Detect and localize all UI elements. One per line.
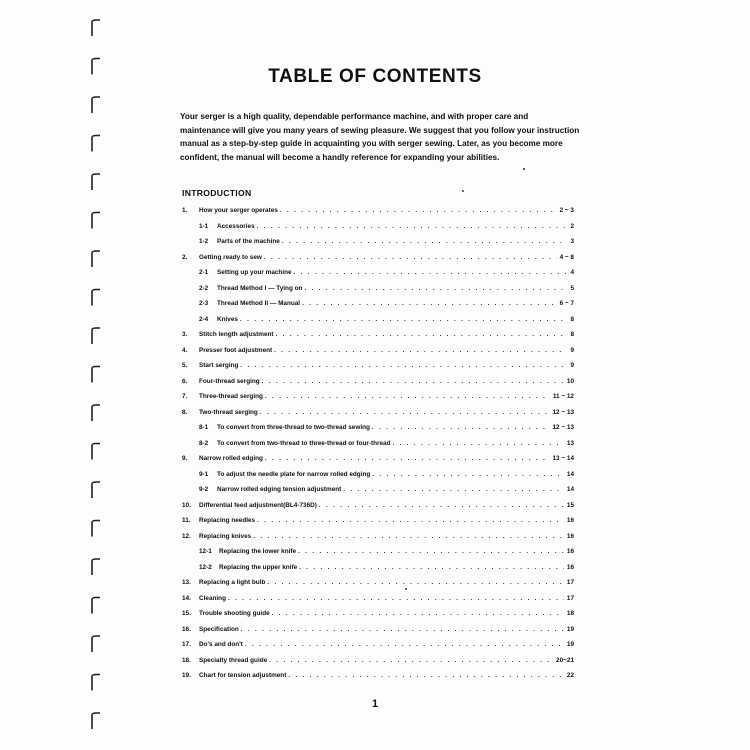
page-number: 1 — [371, 698, 379, 710]
print-speck — [523, 168, 525, 170]
toc-entry-page: 8 — [570, 315, 574, 323]
toc-entry — [182, 347, 574, 363]
toc-entry — [182, 238, 574, 254]
toc-entry-number: 1-2 — [199, 238, 209, 245]
toc-dot-leader — [253, 534, 564, 540]
toc-dot-leader — [304, 286, 567, 292]
toc-entry-page: 8 — [570, 331, 574, 338]
toc-entry-page: 9 — [570, 362, 574, 369]
toc-dot-leader — [241, 627, 564, 633]
toc-entry-page: 22 — [566, 672, 574, 679]
toc-entry-number: 9-2 — [199, 486, 209, 493]
toc-dot-leader — [393, 441, 564, 447]
toc-entry-number: 14. — [182, 594, 191, 602]
toc-entry — [182, 269, 574, 285]
toc-entry-label: To adjust the needle plate for narrow rolled edging — [217, 470, 371, 478]
toc-entry-page: 14 — [566, 486, 574, 493]
toc-dot-leader — [240, 317, 567, 323]
toc-entry-page: 13 — [566, 439, 574, 447]
binding-hole — [92, 136, 100, 152]
toc-dot-leader — [265, 456, 550, 462]
toc-entry-page: 19 — [566, 641, 574, 648]
binding-hole — [92, 405, 100, 421]
toc-entry-label: Presser foot adjustment — [199, 346, 273, 354]
toc-dot-leader — [372, 425, 550, 431]
toc-entry-number: 2-3 — [199, 300, 209, 307]
toc-entry-page: 6 ~ 7 — [559, 300, 574, 307]
toc-entry-label: Setting up your machine — [217, 269, 292, 276]
toc-entry — [182, 672, 574, 688]
binding-hole — [92, 97, 100, 113]
binding-hole — [92, 20, 100, 36]
toc-entry-label: Chart for tension adjustment — [199, 672, 287, 679]
toc-entry-label: Accessories — [217, 222, 255, 230]
print-speck — [405, 588, 407, 590]
toc-entry-number: 6. — [182, 377, 188, 385]
table-of-contents-list — [182, 207, 574, 688]
toc-entry — [182, 207, 574, 223]
toc-dot-leader — [294, 270, 568, 276]
toc-entry-label: Specification — [199, 625, 239, 633]
toc-entry-label: Narrow rolled edging tension adjustment — [217, 486, 342, 493]
toc-entry-page: 16 — [566, 548, 574, 555]
toc-entry-number: 19. — [182, 672, 191, 679]
toc-entry-number: 13. — [182, 579, 191, 586]
toc-entry-page: 10 — [566, 377, 574, 385]
toc-entry-label: Thread Method I — Tying on — [217, 284, 303, 292]
toc-entry-label: Cleaning — [199, 594, 226, 602]
toc-entry-label: Differential feed adjustment(BL4-736D) — [199, 501, 317, 509]
toc-entry-number: 16. — [182, 625, 191, 633]
toc-entry-label: How your serger operates — [199, 207, 278, 214]
toc-entry-number: 12-1 — [199, 548, 212, 555]
binding-hole — [92, 213, 100, 229]
toc-entry-label: Knives — [217, 315, 238, 323]
toc-entry-number: 5. — [182, 362, 188, 369]
toc-entry-label: Thread Method II — Manual — [217, 300, 301, 307]
binding-hole — [92, 174, 100, 190]
toc-entry-label: Do's and don't — [199, 641, 243, 648]
toc-entry-label: Two-thread serging — [199, 408, 258, 416]
toc-entry-number: 17. — [182, 641, 191, 648]
toc-entry-label: Stitch length adjustment — [199, 331, 274, 338]
spiral-binding-holes — [88, 0, 108, 750]
toc-entry-number: 2-2 — [199, 284, 209, 292]
toc-dot-leader — [240, 363, 567, 369]
toc-entry-number: 9. — [182, 455, 188, 462]
print-speck — [462, 190, 464, 192]
toc-entry-page: 12 ~ 13 — [552, 408, 574, 416]
toc-dot-leader — [262, 379, 564, 385]
toc-entry-page: 5 — [570, 284, 574, 292]
toc-entry-number: 15. — [182, 610, 191, 617]
toc-entry-number: 18. — [182, 656, 191, 664]
toc-dot-leader — [267, 580, 563, 586]
toc-entry-label: To convert from three-thread to two-thread sewing — [217, 424, 370, 431]
toc-entry-label: Parts of the machine — [217, 238, 280, 245]
toc-entry-page: 17 — [566, 594, 574, 602]
toc-entry — [182, 424, 574, 440]
toc-entry — [182, 254, 574, 270]
toc-dot-leader — [257, 518, 564, 524]
toc-dot-leader — [298, 549, 564, 555]
toc-entry-label: To convert from two-thread to three-thread or four-thread — [217, 439, 391, 447]
toc-entry-number: 2-1 — [199, 269, 209, 276]
toc-entry-number: 12-2 — [199, 563, 212, 571]
intro-paragraph: Your serger is a high quality, dependable performance machine, and with proper care and maintenance will give you many years of sewing pleasure. We suggest that you follow your instruction manual as a step-by-step guide in acquainting you with serger sewing. Later, as you become more confident, the manual will become a handly reference for expanding your abilities. — [180, 112, 580, 162]
toc-entry-label: Three-thread serging — [199, 393, 263, 400]
toc-dot-leader — [280, 208, 557, 214]
toc-entry — [182, 378, 574, 394]
toc-dot-leader — [257, 224, 568, 230]
binding-hole — [92, 521, 100, 537]
toc-entry-number: 11. — [182, 517, 191, 524]
toc-entry-page: 13 ~ 14 — [552, 455, 574, 462]
toc-entry-label: Four-thread serging — [199, 377, 260, 385]
toc-entry-number: 2. — [182, 253, 188, 261]
binding-hole — [92, 559, 100, 575]
toc-entry-page: 16 — [566, 532, 574, 540]
toc-entry-page: 16 — [566, 563, 574, 571]
toc-entry — [182, 362, 574, 378]
toc-entry — [182, 223, 574, 239]
toc-entry-page: 16 — [566, 517, 574, 524]
toc-entry — [182, 626, 574, 642]
toc-entry-number: 2-4 — [199, 315, 209, 323]
toc-entry — [182, 610, 574, 626]
toc-dot-leader — [276, 332, 568, 338]
toc-entry-label: Replacing the lower knife — [219, 548, 297, 555]
binding-hole — [92, 367, 100, 383]
toc-entry — [182, 285, 574, 301]
toc-entry-number: 4. — [182, 346, 188, 354]
toc-entry-number: 3. — [182, 331, 188, 338]
toc-entry-page: 14 — [566, 470, 574, 478]
toc-entry-page: 17 — [566, 579, 574, 586]
toc-entry — [182, 517, 574, 533]
toc-entry-page: 4 — [570, 269, 574, 276]
toc-dot-leader — [302, 301, 557, 307]
toc-dot-leader — [288, 673, 564, 679]
toc-entry-number: 8-2 — [199, 439, 209, 447]
toc-dot-leader — [260, 410, 550, 416]
toc-entry — [182, 486, 574, 502]
page-title: TABLE OF CONTENTS — [268, 66, 482, 87]
toc-dot-leader — [372, 472, 564, 478]
toc-dot-leader — [299, 565, 564, 571]
binding-hole — [92, 598, 100, 614]
binding-hole — [92, 636, 100, 652]
binding-hole — [92, 482, 100, 498]
toc-entry — [182, 548, 574, 564]
toc-dot-leader — [272, 611, 564, 617]
toc-entry-page: 3 — [570, 238, 574, 245]
binding-hole — [92, 290, 100, 306]
toc-entry — [182, 564, 574, 580]
toc-entry — [182, 393, 574, 409]
toc-entry-page: 18 — [566, 610, 574, 617]
toc-entry — [182, 533, 574, 549]
toc-entry — [182, 316, 574, 332]
toc-entry-page: 20~21 — [556, 656, 574, 664]
toc-entry-label: Replacing knives — [199, 532, 252, 540]
toc-entry — [182, 502, 574, 518]
binding-hole — [92, 328, 100, 344]
toc-entry-number: 8-1 — [199, 424, 209, 431]
toc-dot-leader — [269, 658, 553, 664]
toc-entry-number: 1. — [182, 207, 188, 214]
toc-entry-number: 1-1 — [199, 222, 209, 230]
binding-hole — [92, 675, 100, 691]
binding-hole — [92, 251, 100, 267]
toc-entry-label: Narrow rolled edging — [199, 455, 263, 462]
toc-entry-label: Specialty thread guide — [199, 656, 268, 664]
toc-entry-number: 8. — [182, 408, 188, 416]
toc-entry-page: 2 ~ 3 — [559, 207, 574, 214]
toc-entry-number: 10. — [182, 501, 191, 509]
toc-entry — [182, 579, 574, 595]
toc-dot-leader — [343, 487, 564, 493]
toc-dot-leader — [319, 503, 564, 509]
toc-entry — [182, 641, 574, 657]
toc-dot-leader — [228, 596, 564, 602]
toc-dot-leader — [264, 255, 557, 261]
toc-entry-page: 15 — [566, 501, 574, 509]
toc-entry-label: Replacing the upper knife — [219, 563, 298, 571]
toc-entry — [182, 440, 574, 456]
toc-entry — [182, 471, 574, 487]
toc-entry-page: 12 ~ 13 — [552, 424, 574, 431]
toc-entry-number: 9-1 — [199, 470, 209, 478]
toc-entry-label: Getting ready to sew — [199, 253, 262, 261]
toc-entry-number: 12. — [182, 532, 191, 540]
toc-dot-leader — [274, 348, 567, 354]
toc-entry-page: 9 — [570, 346, 574, 354]
toc-entry — [182, 409, 574, 425]
toc-entry — [182, 657, 574, 673]
binding-hole — [92, 713, 100, 729]
toc-entry-label: Trouble shooting guide — [199, 610, 270, 617]
toc-entry — [182, 331, 574, 347]
binding-hole — [92, 444, 100, 460]
toc-dot-leader — [282, 239, 568, 245]
toc-entry-page: 11 ~ 12 — [552, 393, 574, 400]
toc-entry-label: Replacing needles — [199, 517, 256, 524]
toc-entry-page: 4 ~ 8 — [559, 253, 574, 261]
toc-dot-leader — [245, 642, 564, 648]
toc-entry-label: Start serging — [199, 362, 239, 369]
toc-entry — [182, 595, 574, 611]
toc-entry — [182, 455, 574, 471]
toc-entry — [182, 300, 574, 316]
toc-entry-number: 7. — [182, 393, 188, 400]
toc-entry-label: Replacing a light bulb — [199, 579, 266, 586]
toc-entry-page: 2 — [570, 222, 574, 230]
toc-entry-page: 19 — [566, 625, 574, 633]
toc-dot-leader — [265, 394, 550, 400]
section-heading: INTRODUCTION — [182, 188, 252, 198]
